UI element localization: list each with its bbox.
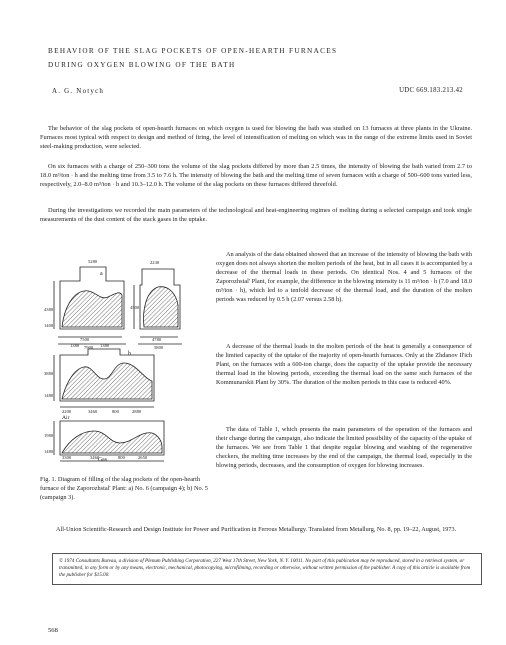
dim-a-h1: 4380	[44, 307, 54, 312]
author-name: A. G. Notych	[52, 87, 105, 95]
dim-c-b3: 800	[112, 409, 119, 414]
paragraph-intro: The behavior of the slag pockets of open-hearth furnaces on which oxygen is used for blowing the bath was studied on 13 furnaces at three plants in the Ukraine. Furnaces most typical with respect to design and method of firing, the level of intensification of melting on which was in the range of the extreme limits used in Soviet steel-making production, were selected.	[40, 125, 472, 150]
dim-d-b4: 2650	[138, 455, 148, 460]
dim-b-h: 4500	[130, 305, 140, 310]
dim-a-h2: 1400	[44, 323, 54, 328]
dim-b-w1: 4780	[152, 337, 162, 342]
affiliation-note: All-Union Scientific-Research and Design Institute for Power and Purification in Ferrous Metallurgy. Translated from Metallurg, No. 8, pp. 19–22, August, 1973.	[56, 526, 457, 533]
label-gas: Gas	[98, 457, 108, 463]
paragraph-investigations: During the investigations we recorded the main parameters of the technological and heat-engineering regimes of melting during a selected campaign and took single measurements of the dust content of the stack gases in the uptake.	[40, 207, 472, 223]
dim-d-b1: 3300	[62, 455, 72, 460]
dim-d-b3: 800	[118, 455, 125, 460]
dim-b-top: 2230	[150, 260, 160, 265]
slag-pocket-diagram	[40, 251, 210, 466]
article-title-line-1: BEHAVIOR OF THE SLAG POCKETS OF OPEN-HEARTH FURNACES	[48, 47, 338, 55]
paragraph-thermal-loads: A decrease of the thermal loads in the molten periods of the heat is generally a consequence of the limited capacity of the uptake of the majority of open-hearth furnaces. Only at the Zhdanov Il'ich Plant, on the furnaces with a 600-ton charge, does the capacity of the uptake provide the necessary thermal load in the blowing periods, exceeding the thermal load on the same such furnaces of the Kommunarskii Plant by 30%. The duration of the molten periods in this case is reduced 40%.	[216, 343, 472, 386]
article-title-line-2: DURING OXYGEN BLOWING OF THE BATH	[48, 61, 236, 69]
dim-c-b2: 3460	[88, 409, 98, 414]
dim-c-l1: 1380	[70, 343, 80, 348]
dim-d-h2: 1480	[44, 449, 54, 454]
dim-c-l2: 1380	[100, 343, 110, 348]
dim-a-w2: 7900	[84, 345, 94, 350]
pocket-air-fill	[62, 363, 152, 399]
pocket-a-fill	[62, 291, 122, 327]
dim-d-b2: 3460	[90, 455, 100, 460]
paragraph-table-data: The data of Table 1, which presents the main parameters of the operation of the furnaces and their change during the campaign, also indicate the limited possibility of the capacity of the uptake of the furnaces. We see from Table 1 that despite regular blowing and washing of the regenerative checkers, the melting time increases by the end of the campaign, the thermal load, especially in the blowing periods, decreases, and the consumption of oxygen for blowing increases.	[216, 426, 472, 469]
dim-a-top: 5280	[88, 259, 98, 264]
pocket-gas-fill	[62, 431, 162, 453]
dim-b-w2: 5800	[154, 345, 164, 350]
page-number: 568	[48, 627, 58, 634]
dim-a-w1: 7500	[80, 337, 90, 342]
dim-c-b4: 2880	[132, 409, 142, 414]
dim-c-b1: 2200	[62, 409, 72, 414]
paragraph-analysis: An analysis of the data obtained showed that an increase of the intensity of blowing the bath with oxygen does not always shorten the molten periods of the heat, but in all cases it is accompanied by a decrease of the thermal loads in these periods. On identical Nos. 4 and 5 furnaces of the Zaporozhstal' Plant, for example, the difference in the blowing intensity is 11 m³/ton · h (7.0 and 18.0 m³/ton · h), which led to a tenfold decrease of the thermal load, and the duration of the molten periods was reduced by 0.5 h (2.07 versus 2.58 h).	[216, 251, 472, 303]
copyright-notice: © 1974 Consultants Bureau, a division of Plenum Publishing Corporation, 227 West 17th Street, New York, N. Y. 10011. No part of this publication may be reproduced, stored in a retrieval system, or transmitted, in any form or by any means, electronic, mechanical, photocopying, microfilming, recording or otherwise, without written permission of the publisher. A copy of this article is available from the publisher for $15.00.	[52, 553, 482, 585]
label-air: Air	[62, 415, 70, 421]
paragraph-furnaces: On six furnaces with a charge of 250–300 tons the volume of the slag pockets differed by more than 2.5 times, the intensity of blowing the bath varied from 2.7 to 18.0 m³/ton · h and the melting time from 3.5 to 7.6 h. The intensity of blowing the bath and the melting time of seven furnaces with a charge of 500–600 tons varied less, respectively, 2.0–8.0 m³/ton · h and 10.3–12.0 h. The volume of the slag pockets on these furnaces differed threefold.	[40, 163, 472, 188]
udc-code: UDC 669.183.213.42	[399, 87, 463, 94]
dim-d-h1: 1980	[44, 433, 54, 438]
label-b: b	[128, 351, 131, 357]
dim-c-h2: 1480	[44, 393, 54, 398]
pocket-b-fill	[144, 287, 178, 327]
figure-caption: Fig. 1. Diagram of filling of the slag pockets of the open-hearth furnace of the Zaporozhstal' Plant: a) No. 6 (campaign 4); b) No. 5 (campaign 3).	[40, 476, 208, 501]
label-a: a	[100, 271, 103, 277]
dim-c-h1: 3880	[44, 371, 54, 376]
figure-slag-pockets	[40, 251, 210, 466]
